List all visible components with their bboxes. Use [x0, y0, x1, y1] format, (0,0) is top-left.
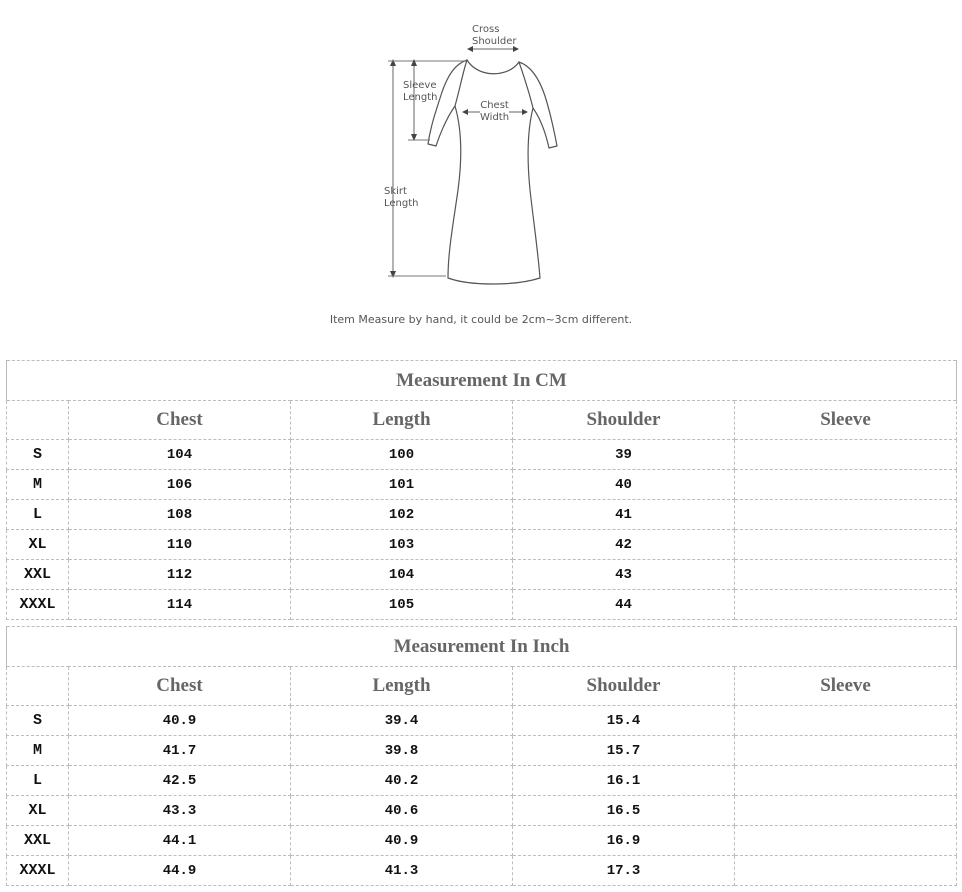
chest-cell: 112 [69, 560, 291, 590]
table-row [7, 706, 957, 736]
shoulder-cell: 15.4 [513, 706, 735, 736]
length-cell: 104 [291, 560, 513, 590]
size-cell: XL [7, 530, 69, 560]
chest-cell: 108 [69, 500, 291, 530]
table-row [7, 826, 957, 856]
header-sleeve: Sleeve [735, 401, 957, 440]
chest-cell: 104 [69, 440, 291, 470]
shoulder-cell: 16.5 [513, 796, 735, 826]
size-cell: XXXL [7, 856, 69, 886]
size-cell: M [7, 470, 69, 500]
chest-cell: 114 [69, 590, 291, 620]
table-title-row [7, 627, 957, 667]
chest-width-label: Chest Width [480, 100, 510, 123]
size-cell: L [7, 500, 69, 530]
table-row [7, 470, 957, 500]
shoulder-cell: 17.3 [513, 856, 735, 886]
header-length: Length [291, 401, 513, 440]
chest-cell: 43.3 [69, 796, 291, 826]
size-cell: S [7, 440, 69, 470]
sleeve-cell [735, 470, 957, 500]
header-shoulder: Shoulder [513, 667, 735, 706]
header-length: Length [291, 667, 513, 706]
chest-cell: 110 [69, 530, 291, 560]
table-title: Measurement In Inch [7, 627, 957, 667]
chest-cell: 44.1 [69, 826, 291, 856]
measurement-note: Item Measure by hand, it could be 2cm~3cm different. [329, 313, 633, 326]
shoulder-cell: 15.7 [513, 736, 735, 766]
shoulder-cell: 43 [513, 560, 735, 590]
sleeve-cell [735, 560, 957, 590]
chest-cell: 41.7 [69, 736, 291, 766]
table-row [7, 736, 957, 766]
length-cell: 41.3 [291, 856, 513, 886]
sleeve-cell [735, 796, 957, 826]
table-row [7, 590, 957, 620]
dress-sketch [0, 0, 962, 340]
table-row [7, 796, 957, 826]
header-size [7, 401, 69, 440]
length-cell: 39.8 [291, 736, 513, 766]
length-cell: 101 [291, 470, 513, 500]
length-cell: 40.6 [291, 796, 513, 826]
table-title-row [7, 361, 957, 401]
length-cell: 105 [291, 590, 513, 620]
chest-cell: 44.9 [69, 856, 291, 886]
sleeve-cell [735, 500, 957, 530]
shoulder-cell: 16.9 [513, 826, 735, 856]
table-row [7, 440, 957, 470]
chest-cell: 42.5 [69, 766, 291, 796]
table-row [7, 500, 957, 530]
header-size [7, 667, 69, 706]
table-row [7, 560, 957, 590]
header-chest: Chest [69, 401, 291, 440]
size-cell: XL [7, 796, 69, 826]
size-cell: M [7, 736, 69, 766]
sleeve-cell [735, 440, 957, 470]
table-title: Measurement In CM [7, 361, 957, 401]
sleeve-cell [735, 530, 957, 560]
length-cell: 40.2 [291, 766, 513, 796]
shoulder-cell: 16.1 [513, 766, 735, 796]
shoulder-cell: 44 [513, 590, 735, 620]
size-cell: XXXL [7, 590, 69, 620]
length-cell: 40.9 [291, 826, 513, 856]
sleeve-cell [735, 736, 957, 766]
chest-cell: 40.9 [69, 706, 291, 736]
shoulder-cell: 42 [513, 530, 735, 560]
sleeve-length-label: Sleeve Length [403, 80, 438, 103]
size-cell: S [7, 706, 69, 736]
shoulder-cell: 39 [513, 440, 735, 470]
shoulder-cell: 40 [513, 470, 735, 500]
table-row [7, 856, 957, 886]
sleeve-cell [735, 706, 957, 736]
chest-cell: 106 [69, 470, 291, 500]
table-header-row [7, 667, 957, 706]
sleeve-cell [735, 856, 957, 886]
sleeve-cell [735, 590, 957, 620]
header-chest: Chest [69, 667, 291, 706]
size-cell: XXL [7, 560, 69, 590]
skirt-length-label: Skirt Length [384, 186, 419, 209]
length-cell: 39.4 [291, 706, 513, 736]
table-row [7, 766, 957, 796]
header-sleeve: Sleeve [735, 667, 957, 706]
length-cell: 102 [291, 500, 513, 530]
size-table-inch [6, 626, 957, 886]
size-table-cm [6, 360, 957, 620]
shoulder-cell: 41 [513, 500, 735, 530]
sleeve-cell [735, 826, 957, 856]
measurement-diagram [0, 0, 962, 340]
length-cell: 100 [291, 440, 513, 470]
size-cell: L [7, 766, 69, 796]
cross-shoulder-label: Cross Shoulder [472, 24, 517, 47]
header-shoulder: Shoulder [513, 401, 735, 440]
length-cell: 103 [291, 530, 513, 560]
sleeve-cell [735, 766, 957, 796]
size-cell: XXL [7, 826, 69, 856]
table-row [7, 530, 957, 560]
table-header-row [7, 401, 957, 440]
